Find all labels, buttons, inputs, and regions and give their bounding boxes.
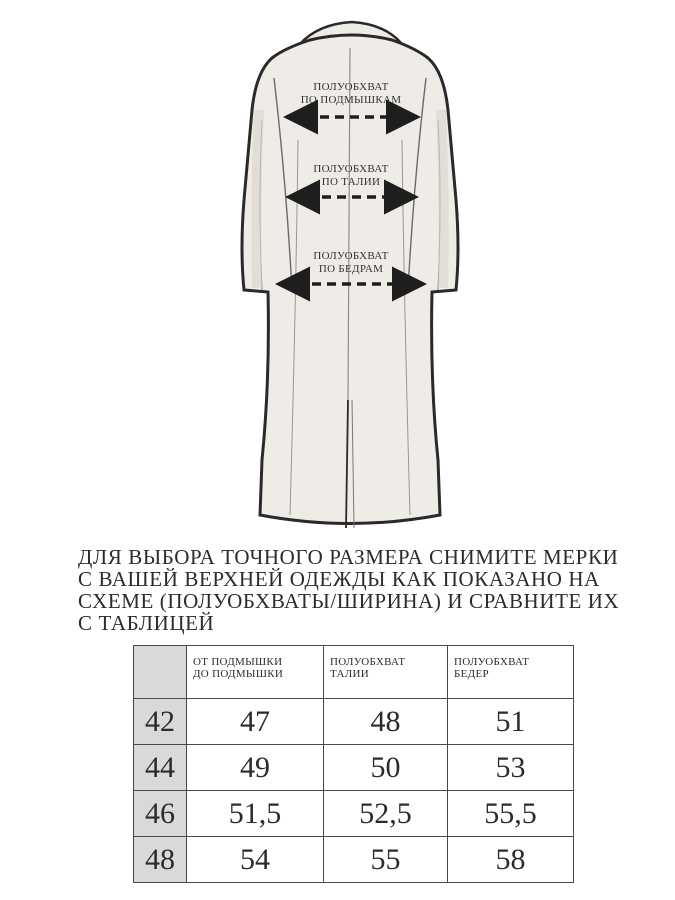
hips-value: 51 [448, 699, 574, 745]
instructions-line: СХЕМЕ (ПОЛУОБХВАТЫ/ШИРИНА) И СРАВНИТЕ ИХ [78, 589, 620, 613]
waist-value: 48 [324, 699, 448, 745]
instructions-text [78, 546, 638, 634]
size-cell: 44 [134, 745, 187, 791]
header-armpit: ОТ ПОДМЫШКИ ДО ПОДМЫШКИ [187, 646, 324, 699]
armpit-value: 47 [187, 699, 324, 745]
armpit-value: 49 [187, 745, 324, 791]
table-corner-cell [134, 646, 187, 699]
table-row [134, 745, 574, 791]
hips-label-line2: ПО БЕДРАМ [318, 263, 384, 275]
hips-value: 53 [448, 745, 574, 791]
armpit-label-line1: ПОЛУОБХВАТ [313, 81, 389, 93]
waist-label-line1: ПОЛУОБХВАТ [313, 163, 389, 175]
instructions-line: С ВАШЕЙ ВЕРХНЕЙ ОДЕЖДЫ КАК ПОКАЗАНО НА [78, 567, 600, 591]
waist-value: 55 [324, 837, 448, 883]
waist-value: 52,5 [324, 791, 448, 837]
size-cell: 46 [134, 791, 187, 837]
armpit-value: 51,5 [187, 791, 324, 837]
armpit-label-line2: ПО ПОДМЫШКАМ [300, 94, 402, 106]
hips-label-line1: ПОЛУОБХВАТ [313, 250, 389, 262]
table-header-row [134, 646, 574, 699]
header-hips: ПОЛУОБХВАТ БЕДЕР [448, 646, 574, 699]
size-cell: 42 [134, 699, 187, 745]
size-cell: 48 [134, 837, 187, 883]
armpit-value: 54 [187, 837, 324, 883]
table-row [134, 837, 574, 883]
instructions-line: ДЛЯ ВЫБОРА ТОЧНОГО РАЗМЕРА СНИМИТЕ МЕРКИ [78, 545, 619, 569]
waist-value: 50 [324, 745, 448, 791]
table-row [134, 699, 574, 745]
instructions-line: С ТАБЛИЦЕЙ [78, 611, 215, 635]
table-row [134, 791, 574, 837]
size-table [133, 645, 574, 883]
waist-label-line2: ПО ТАЛИИ [321, 176, 381, 188]
hips-value: 58 [448, 837, 574, 883]
header-waist: ПОЛУОБХВАТ ТАЛИИ [324, 646, 448, 699]
hips-value: 55,5 [448, 791, 574, 837]
